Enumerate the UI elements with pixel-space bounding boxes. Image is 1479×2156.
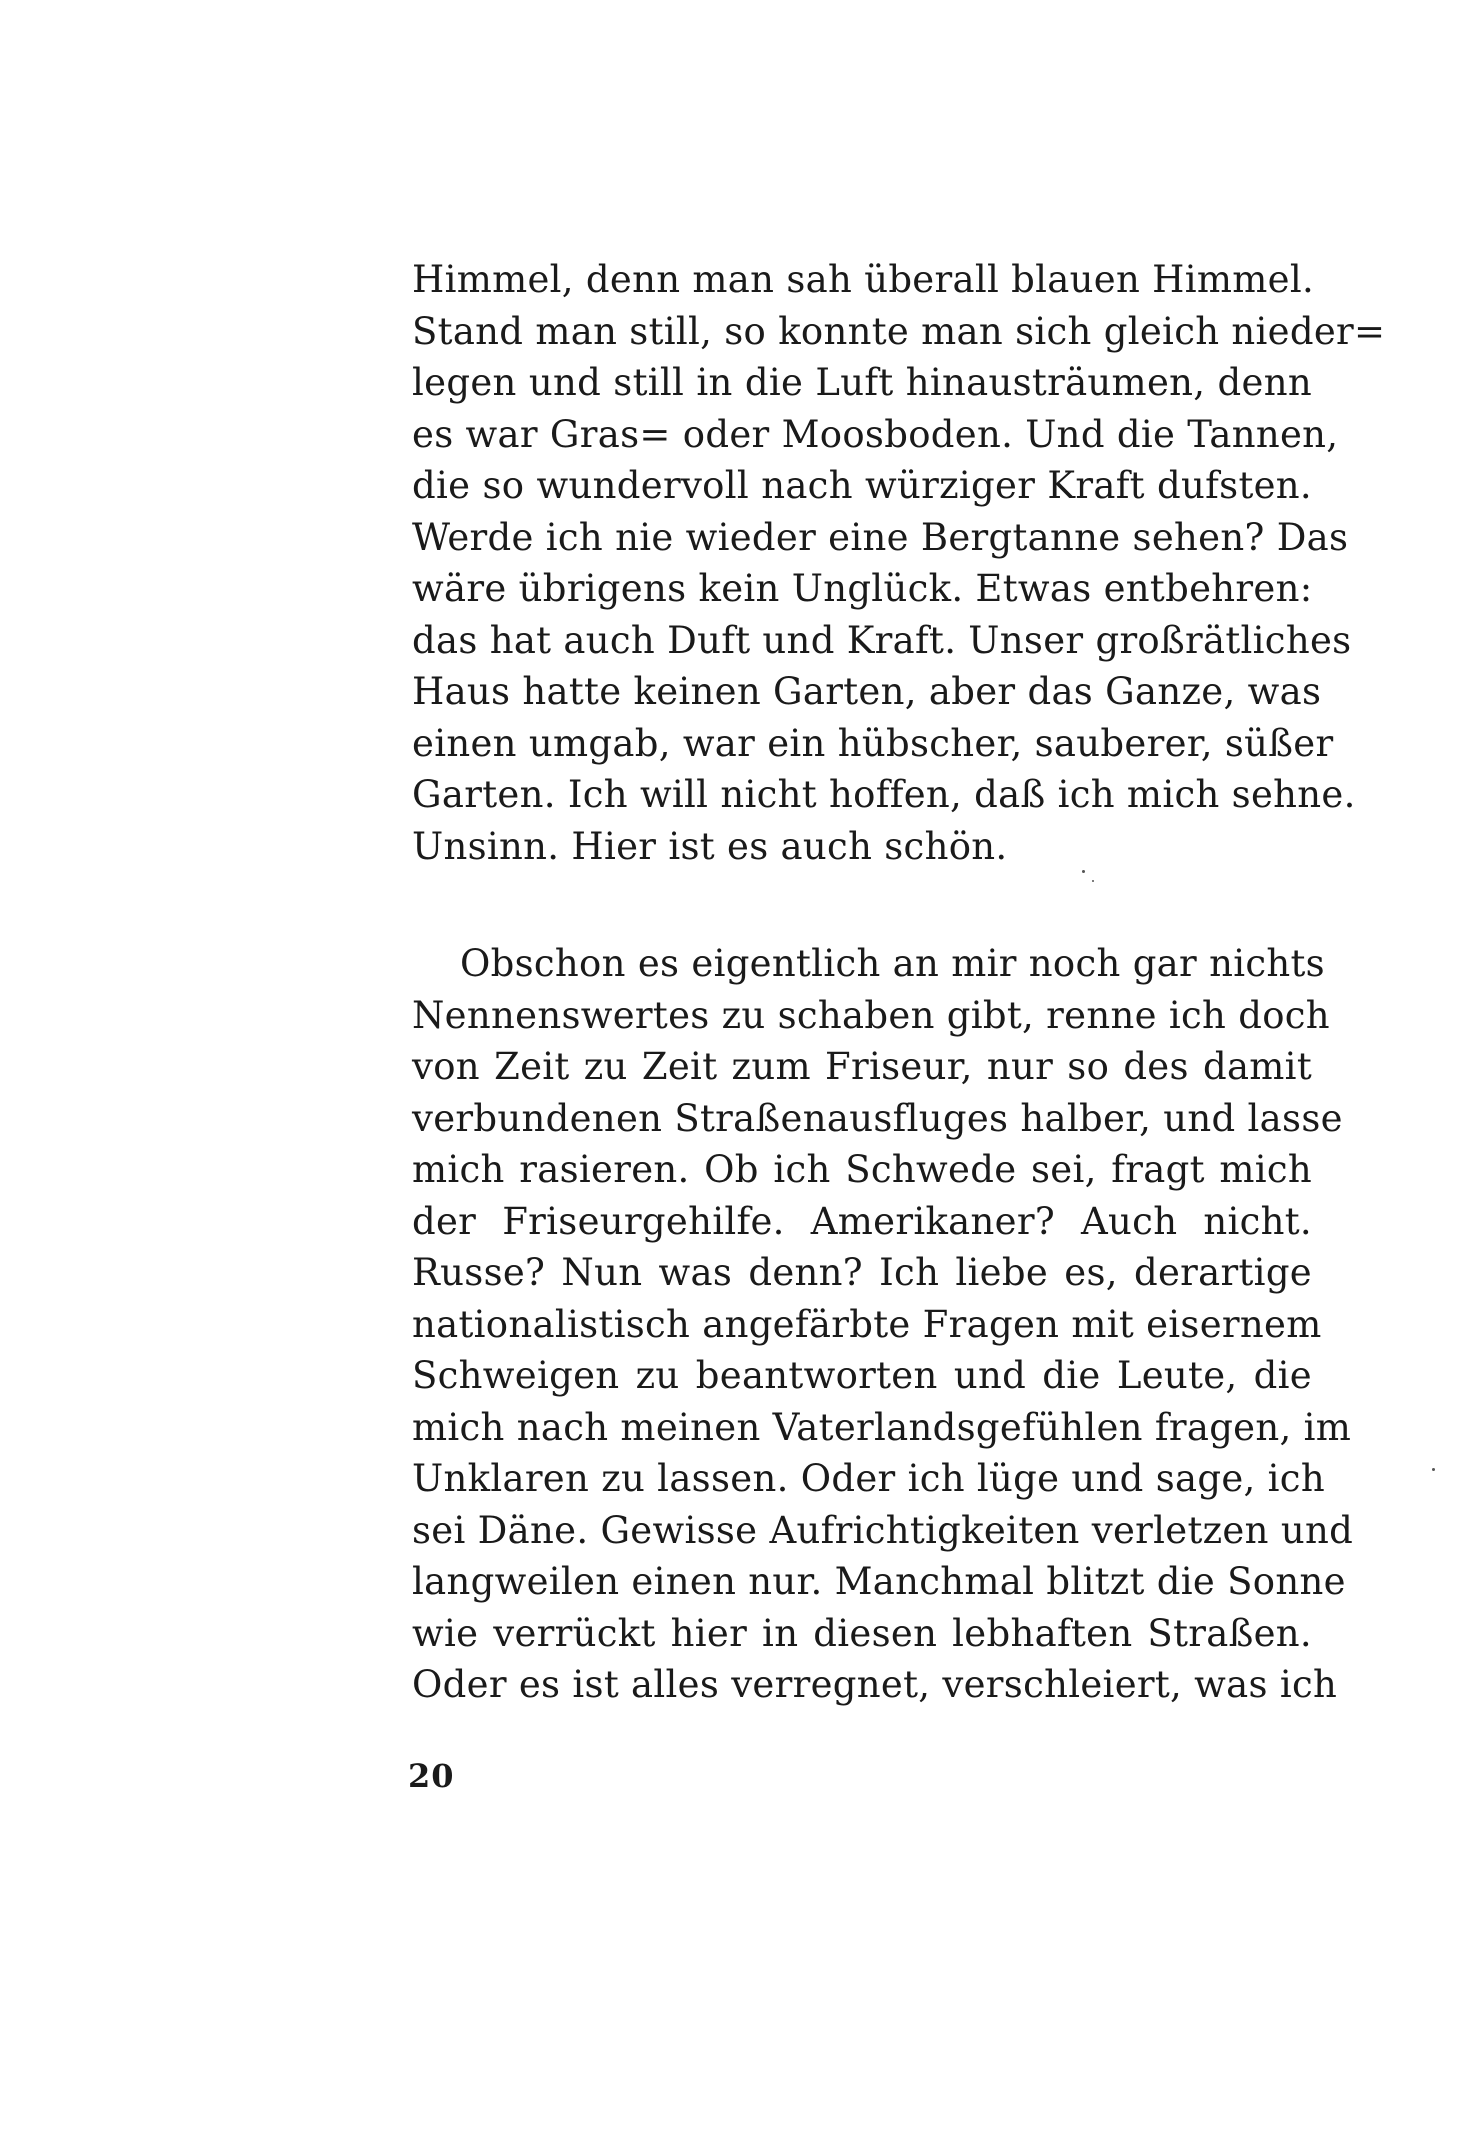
text-line: wäre übrigens kein Unglück. Etwas entbehren: (412, 567, 1313, 610)
text-line: sei Däne. Gewisse Aufrichtigkeiten verletzen und (412, 1508, 1354, 1552)
text-line: Garten. Ich will nicht hoffen, daß ich mich sehne. (412, 773, 1356, 816)
scan-speck (1432, 1468, 1435, 1471)
text-line: einen umgab, war ein hübscher, sauberer, süßer (412, 721, 1334, 765)
text-line: Obschon es eigentlich an mir noch gar nichts (460, 942, 1325, 985)
text-line: Werde ich nie wieder eine Bergtanne sehen? Das (412, 515, 1349, 559)
paragraph-1 (412, 254, 1386, 872)
text-line: Russe? Nun was denn? Ich liebe es, derartige (412, 1251, 1312, 1294)
paragraph-2 (412, 938, 1354, 1711)
text-line: Schweigen zu beantworten und die Leute, die (412, 1354, 1312, 1397)
text-line: Nennenswertes zu schaben gibt, renne ich doch (412, 993, 1330, 1037)
text-line: Unsinn. Hier ist es auch schön. (412, 824, 1008, 868)
text-line: der Friseurgehilfe. Amerikaner? Auch nicht. (412, 1199, 1312, 1243)
text-line: Oder es ist alles verregnet, verschleiert, was ich (412, 1663, 1338, 1706)
text-line: das hat auch Duft und Kraft. Unser großrätliches (412, 618, 1352, 662)
text-line: die so wundervoll nach würziger Kraft dufsten. (412, 464, 1312, 507)
text-line: legen und still in die Luft hinausträumen, denn (412, 361, 1312, 404)
scan-speck (1082, 870, 1085, 873)
text-line: verbundenen Straßenausfluges halber, und lasse (412, 1096, 1343, 1140)
text-line: mich nach meinen Vaterlandsgefühlen fragen, im (412, 1405, 1352, 1449)
text-line: es war Gras= oder Moosboden. Und die Tannen, (412, 412, 1339, 456)
text-line: Haus hatte keinen Garten, aber das Ganze, was (412, 670, 1322, 713)
text-line: langweilen einen nur. Manchmal blitzt die Sonne (412, 1560, 1346, 1603)
text-line: von Zeit zu Zeit zum Friseur, nur so des damit (412, 1045, 1312, 1088)
text-line: Unklaren zu lassen. Oder ich lüge und sage, ich (412, 1457, 1325, 1500)
text-line: wie verrückt hier in diesen lebhaften Straßen. (412, 1611, 1312, 1655)
text-line: Himmel, denn man sah überall blauen Himmel. (412, 258, 1315, 301)
text-line: nationalistisch angefärbte Fragen mit eisernem (412, 1302, 1322, 1346)
text-line: mich rasieren. Ob ich Schwede sei, fragt mich (412, 1148, 1312, 1191)
scan-speck (1092, 880, 1094, 882)
text-line: Stand man still, so konnte man sich gleich nieder= (412, 309, 1386, 353)
page-number: 20 (408, 1757, 455, 1795)
